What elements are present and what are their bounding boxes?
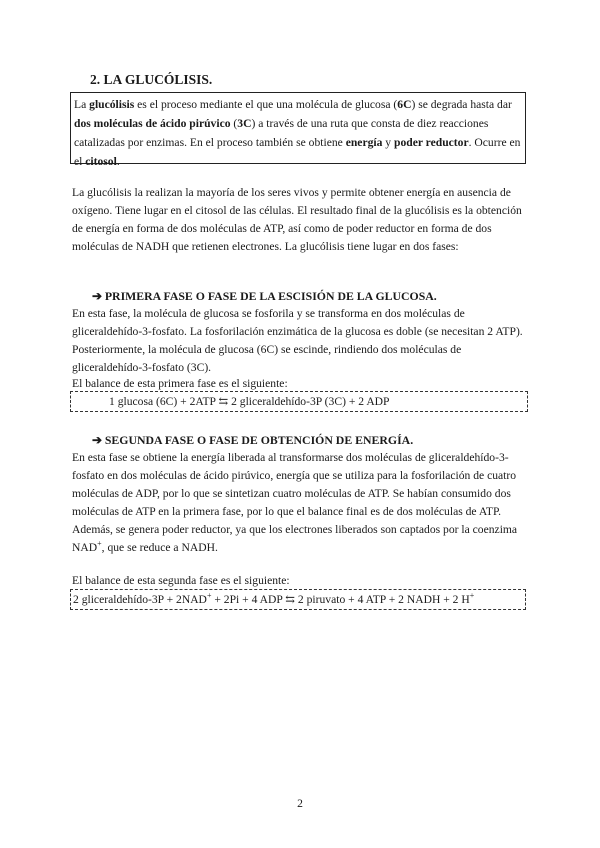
term-poder-reductor: poder reductor [394,136,469,149]
definition-text: . Ocurre en el [74,136,521,168]
phase2-balance-label: El balance de esta segunda fase es el siguiente: [72,574,290,587]
definition-text: ( [230,117,238,130]
term-3c: 3C [237,117,252,130]
page-number: 2 [297,797,303,810]
term-glucolisis: glucólisis [89,98,135,111]
phase1-paragraph: En esta fase, la molécula de glucosa se fosforila y se transforma en dos moléculas de gliceraldehído-3-fosfato. La fosforilación enzimática de la glucosa es doble (se necesitan 2 ATP). Posteriormente, la molécula de glucosa (6C) se escinde, rindiendo dos moléculas de gliceraldehído-3-fosfato (3C). [72,307,523,374]
superscript: + [469,591,475,601]
superscript: + [206,591,212,601]
phase1-heading [92,289,437,304]
arrow-right-icon: ➔ [92,289,102,303]
definition-text: La [74,98,90,111]
phase2-text: En esta fase se obtiene la energía liberada al transformarse dos moléculas de gliceraldehído-3-fosfato en dos moléculas de ácido pirúvico, energía que se utiliza para la fosforilación de cuatro moléculas de ADP, por lo que se sintetizan cuatro moléculas de ATP. Se habían consumido dos moléculas de ATP en la primera fase, por lo que el balance final es de dos moléculas de ATP. Además, se genera poder reductor, ya que los electrones liberados son captados por la coenzima NAD [72,451,518,554]
definition-text: ) a través de una ruta que consta de diez reacciones catalizadas por enzimas. En el proceso también se obtiene [74,117,489,149]
definition-text: ) se degrada hasta dar [411,98,512,111]
definition-text: es el proceso mediante el que una molécula de glucosa ( [134,98,398,111]
equation-part: 2 gliceraldehído-3P + 2NAD [73,593,207,606]
definition-text: . [116,155,120,168]
intro-paragraph: La glucólisis la realizan la mayoría de los seres vivos y permite obtener energía en ausencia de oxígeno. Tiene lugar en el citosol de las células. El resultado final de la glucólisis es la obtención de energía en forma de dos moléculas de ATP, así como de poder reductor en forma de dos moléculas de NADH que retienen electrones. La glucólisis tiene lugar en dos fases: [72,186,522,253]
section-title: 2. LA GLUCÓLISIS. [90,72,213,87]
term-citosol: citosol [85,155,117,168]
term-energia: energía [345,136,383,149]
phase1-heading-text: PRIMERA FASE O FASE DE LA ESCISIÓN DE LA GLUCOSA. [104,289,437,303]
definition-box [70,92,526,168]
phase2-text-end: , que se reduce a NADH. [101,541,218,554]
phase1-equation: 1 glucosa (6C) + 2ATP ⇆ 2 gliceraldehído-3P (3C) + 2 ADP [70,391,528,412]
term-6c: 6C [397,98,412,111]
definition-text: y [382,136,394,149]
phase2-equation [70,589,526,610]
phase2-heading [92,433,413,448]
superscript: + [97,539,102,549]
phase2-heading-text: SEGUNDA FASE O FASE DE OBTENCIÓN DE ENERGÍA. [104,433,414,447]
arrow-right-icon: ➔ [92,433,102,447]
phase2-paragraph [72,449,530,557]
equation-part: + 2Pi + 4 ADP ⇆ 2 piruvato + 4 ATP + 2 NADH + 2 H [211,593,470,606]
phase1-balance-label: El balance de esta primera fase es el siguiente: [72,377,288,390]
term-piruvico: dos moléculas de ácido pirúvico [74,117,231,130]
